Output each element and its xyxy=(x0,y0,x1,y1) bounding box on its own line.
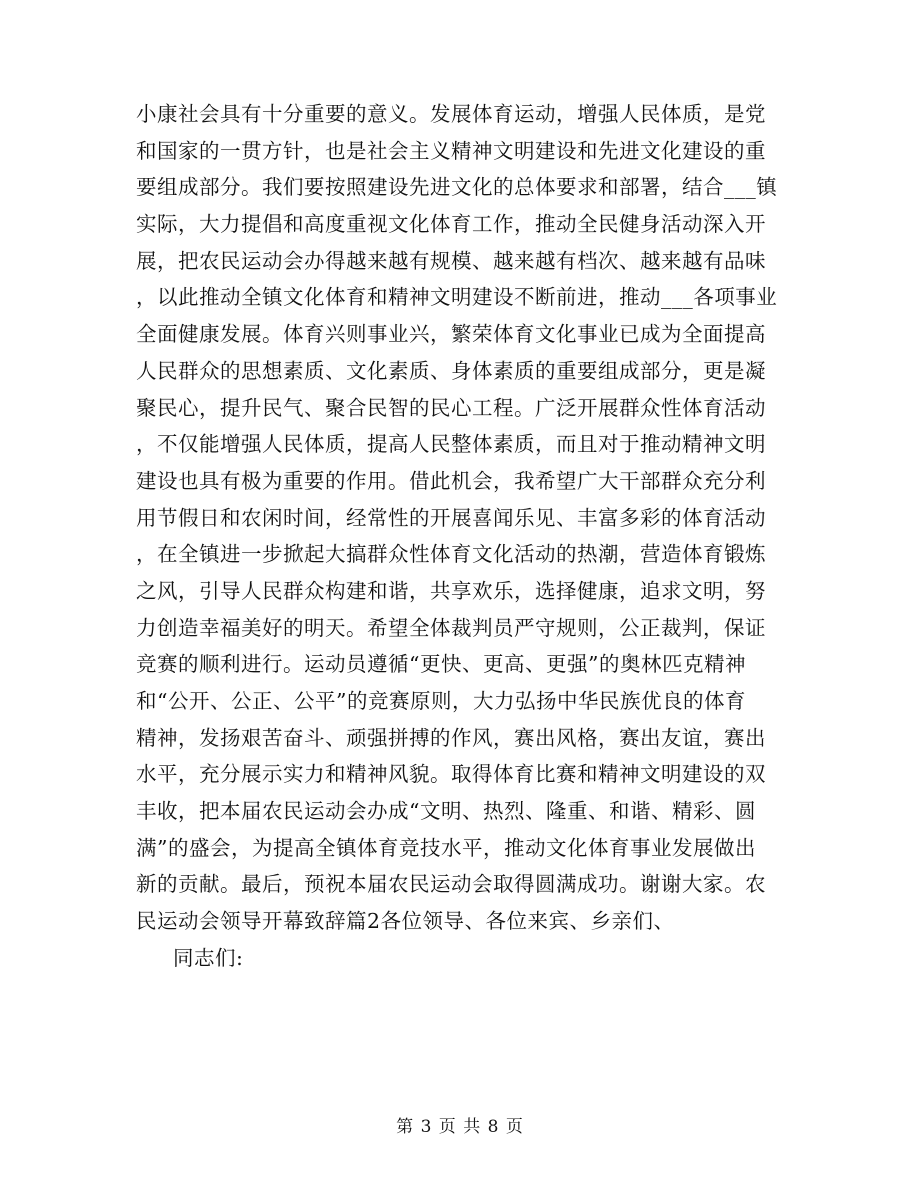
page-number-footer: 第 3 页 共 8 页 xyxy=(396,1117,524,1137)
text-line-20: 丰收，把本届农民运动会办成“文明、热烈、隆重、和谐、精彩、圆 xyxy=(136,799,756,824)
text-line-6: ，以此推动全镇文化体育和精神文明建设不断前进，推动___各项事业 xyxy=(136,285,778,310)
text-line-22: 新的贡献。最后，预祝本届农民运动会取得圆满成功。谢谢大家。农 xyxy=(136,872,766,897)
text-line-15: 力创造幸福美好的明天。希望全体裁判员严守规则，公正裁判，保证 xyxy=(136,615,766,640)
text-line-11: 建设也具有极为重要的作用。借此机会，我希望广大干部群众充分利 xyxy=(136,468,766,493)
text-line-14: 之风，引导人民群众构建和谐，共享欢乐，选择健康，追求文明，努 xyxy=(136,578,766,603)
text-line-8: 人民群众的思想素质、文化素质、身体素质的重要组成部分，更是凝 xyxy=(136,358,766,383)
text-line-17: 和“公开、公正、公平”的竞赛原则，大力弘扬中华民族优良的体育 xyxy=(136,689,746,713)
salutation: 同志们: xyxy=(173,945,244,970)
text-line-18: 精神，发扬艰苦奋斗、顽强拼搏的作风，赛出风格，赛出友谊，赛出 xyxy=(136,725,766,750)
text-line-19: 水平，充分展示实力和精神风貌。取得体育比赛和精神文明建设的双 xyxy=(136,762,766,787)
text-line-16: 竞赛的顺利进行。运动员遵循“更快、更高、更强”的奥林匹克精神 xyxy=(136,652,746,677)
text-line-10: ，不仅能增强人民体质，提高人民整体素质，而且对于推动精神文明 xyxy=(136,432,766,457)
text-line-23: 民运动会领导开幕致辞篇2各位领导、各位来宾、乡亲们、 xyxy=(136,909,675,934)
text-line-7: 全面健康发展。体育兴则事业兴，繁荣体育文化事业已成为全面提高 xyxy=(136,322,766,347)
text-line-9: 聚民心，提升民气、聚合民智的民心工程。广泛开展群众性体育活动 xyxy=(136,395,766,420)
text-line-3: 要组成部分。我们要按照建设先进文化的总体要求和部署，结合___镇 xyxy=(136,175,778,200)
text-line-21: 满”的盛会，为提高全镇体育竞技水平，推动文化体育事业发展做出 xyxy=(136,835,756,860)
text-line-12: 用节假日和农闲时间，经常性的开展喜闻乐见、丰富多彩的体育活动 xyxy=(136,505,766,530)
text-line-5: 展，把农民运动会办得越来越有规模、越来越有档次、越来越有品味 xyxy=(136,248,766,273)
text-line-4: 实际，大力提倡和高度重视文化体育工作，推动全民健身活动深入开 xyxy=(136,212,766,237)
text-line-13: ，在全镇进一步掀起大搞群众性体育文化活动的热潮，营造体育锻炼 xyxy=(136,542,766,567)
text-line-1: 小康社会具有十分重要的意义。发展体育运动，增强人民体质，是党 xyxy=(136,102,766,126)
body-text xyxy=(136,96,796,977)
text-line-2: 和国家的一贯方针，也是社会主义精神文明建设和先进文化建设的重 xyxy=(136,138,766,163)
